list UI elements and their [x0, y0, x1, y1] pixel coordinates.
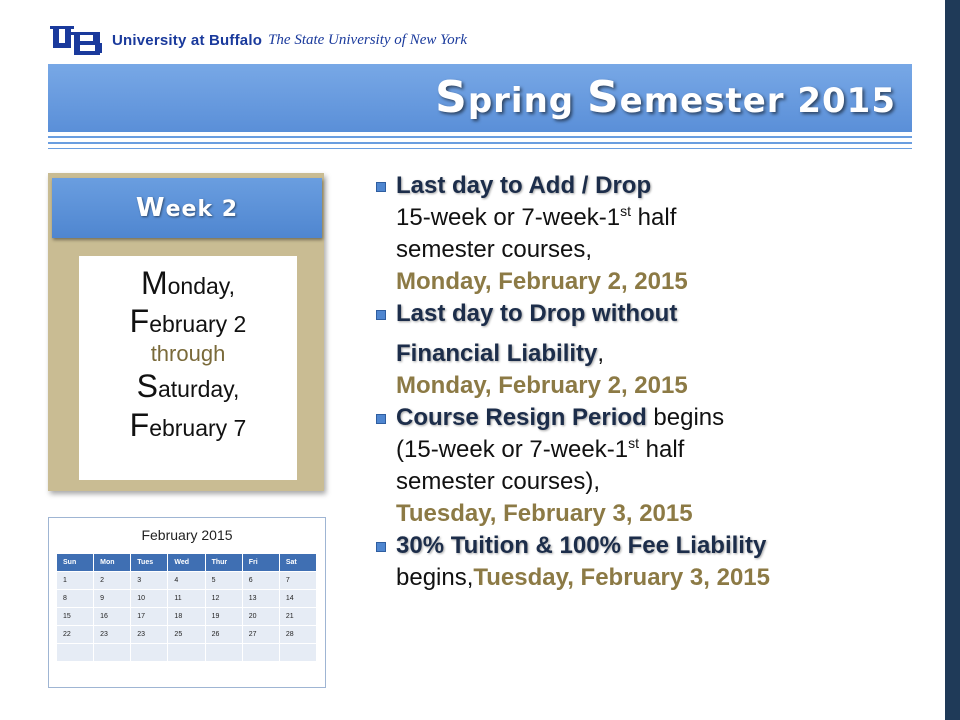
date-line-feb2 [79, 302, 297, 340]
list-item [376, 530, 936, 594]
calendar-day-cell: 21 [279, 608, 316, 626]
title-banner [48, 64, 912, 132]
calendar-day-cell: 6 [242, 572, 279, 590]
date-initial: F [129, 406, 150, 443]
title-word-1: pring [467, 81, 587, 121]
calendar-day-header: Fri [242, 554, 279, 572]
title-word-2: emester 2015 [619, 81, 896, 121]
logo-tagline: The State University of New York [268, 31, 468, 48]
calendar-day-header: Sun [57, 554, 94, 572]
calendar-day-cell: 2 [94, 572, 131, 590]
date-text: ebruary 2 [149, 311, 247, 338]
calendar-day-cell: 28 [279, 626, 316, 644]
calendar-header-row [57, 554, 317, 572]
calendar-day-cell: 23 [131, 626, 168, 644]
item-heading: Last day to Add / Drop [396, 172, 652, 199]
calendar-day-cell [94, 644, 131, 662]
title-initial-2: S [586, 72, 620, 123]
item-date: Monday, February 2, 2015 [396, 372, 688, 399]
week-panel [48, 173, 324, 491]
calendar-day-header: Mon [94, 554, 131, 572]
calendar-day-cell [131, 644, 168, 662]
calendar-day-cell [242, 644, 279, 662]
calendar-day-cell: 19 [205, 608, 242, 626]
item-date: Monday, February 2, 2015 [396, 268, 688, 295]
calendar-day-cell: 26 [205, 626, 242, 644]
item-text: begins [646, 404, 725, 431]
university-logo [48, 20, 467, 60]
week-dates-card [79, 256, 297, 480]
item-text: 15-week or 7-week-1 [396, 204, 621, 231]
calendar-day-cell: 1 [57, 572, 94, 590]
week-header [52, 178, 322, 238]
item-text: , [597, 340, 605, 367]
item-heading: Last day to Drop without [396, 300, 678, 327]
calendar-day-cell: 14 [279, 590, 316, 608]
date-initial: S [136, 368, 158, 405]
item-text: semester courses, [396, 236, 593, 263]
calendar-day-cell: 13 [242, 590, 279, 608]
item-superscript: st [620, 203, 631, 219]
right-edge-bar [945, 0, 960, 720]
title-rule [48, 136, 912, 138]
item-heading: Financial Liability [396, 340, 598, 367]
list-item [376, 298, 936, 402]
calendar-day-cell: 8 [57, 590, 94, 608]
date-initial: F [129, 303, 150, 340]
calendar-day-cell: 20 [242, 608, 279, 626]
calendar-day-cell: 18 [168, 608, 205, 626]
week-label: eek 2 [165, 197, 239, 222]
list-item [376, 170, 936, 298]
calendar-day-cell: 4 [168, 572, 205, 590]
item-text: (15-week or 7-week-1 [396, 436, 629, 463]
calendar-day-cell [168, 644, 205, 662]
calendar-day-cell: 11 [168, 590, 205, 608]
calendar-day-cell [279, 644, 316, 662]
date-initial: M [140, 265, 168, 301]
title-rule [48, 148, 912, 149]
square-bullet-icon [376, 414, 386, 424]
calendar-day-cell [57, 644, 94, 662]
date-line-monday [79, 264, 297, 302]
february-calendar [48, 517, 326, 688]
calendar-week-row [57, 590, 317, 608]
calendar-day-cell: 25 [168, 626, 205, 644]
calendar-week-row [57, 644, 317, 662]
calendar-day-cell: 12 [205, 590, 242, 608]
item-text: semester courses), [396, 468, 601, 495]
week-initial: W [135, 193, 166, 223]
calendar-day-header: Thur [205, 554, 242, 572]
calendar-week-row [57, 608, 317, 626]
calendar-day-cell: 17 [131, 608, 168, 626]
calendar-day-cell: 5 [205, 572, 242, 590]
calendar-grid [56, 553, 317, 662]
calendar-day-header: Wed [168, 554, 205, 572]
item-heading: Course Resign Period [396, 404, 647, 431]
square-bullet-icon [376, 310, 386, 320]
date-text: aturday, [157, 376, 240, 403]
calendar-day-cell: 3 [131, 572, 168, 590]
page-title [435, 72, 896, 123]
item-date: Tuesday, February 3, 2015 [396, 500, 693, 527]
calendar-day-cell: 23 [94, 626, 131, 644]
ub-monogram-icon [48, 23, 106, 57]
list-item [376, 402, 936, 530]
title-rule [48, 142, 912, 144]
date-line-feb7 [79, 406, 297, 444]
date-line-saturday [79, 367, 297, 405]
item-heading: 30% Tuition & 100% Fee Liability [396, 532, 767, 559]
item-date: Tuesday, February 3, 2015 [473, 564, 770, 591]
calendar-day-header: Sat [279, 554, 316, 572]
calendar-week-row [57, 626, 317, 644]
calendar-day-cell: 10 [131, 590, 168, 608]
logo-brand: University at Buffalo [112, 31, 263, 49]
title-initial-1: S [435, 72, 468, 123]
date-text: ebruary 7 [149, 414, 247, 441]
calendar-day-cell [205, 644, 242, 662]
item-text: half [638, 436, 685, 463]
calendar-day-cell: 15 [57, 608, 94, 626]
date-text: onday, [167, 273, 235, 299]
calendar-day-cell: 22 [57, 626, 94, 644]
calendar-day-cell: 9 [94, 590, 131, 608]
calendar-day-cell: 27 [242, 626, 279, 644]
calendar-day-cell: 16 [94, 608, 131, 626]
square-bullet-icon [376, 542, 386, 552]
square-bullet-icon [376, 182, 386, 192]
item-text: begins, [396, 564, 474, 591]
deadline-list [376, 170, 936, 594]
item-superscript: st [628, 435, 639, 451]
date-through: through [150, 340, 226, 366]
item-text: half [631, 204, 677, 231]
calendar-title: February 2015 [141, 527, 233, 543]
calendar-day-header: Tues [131, 554, 168, 572]
calendar-day-cell: 7 [279, 572, 316, 590]
calendar-week-row [57, 572, 317, 590]
